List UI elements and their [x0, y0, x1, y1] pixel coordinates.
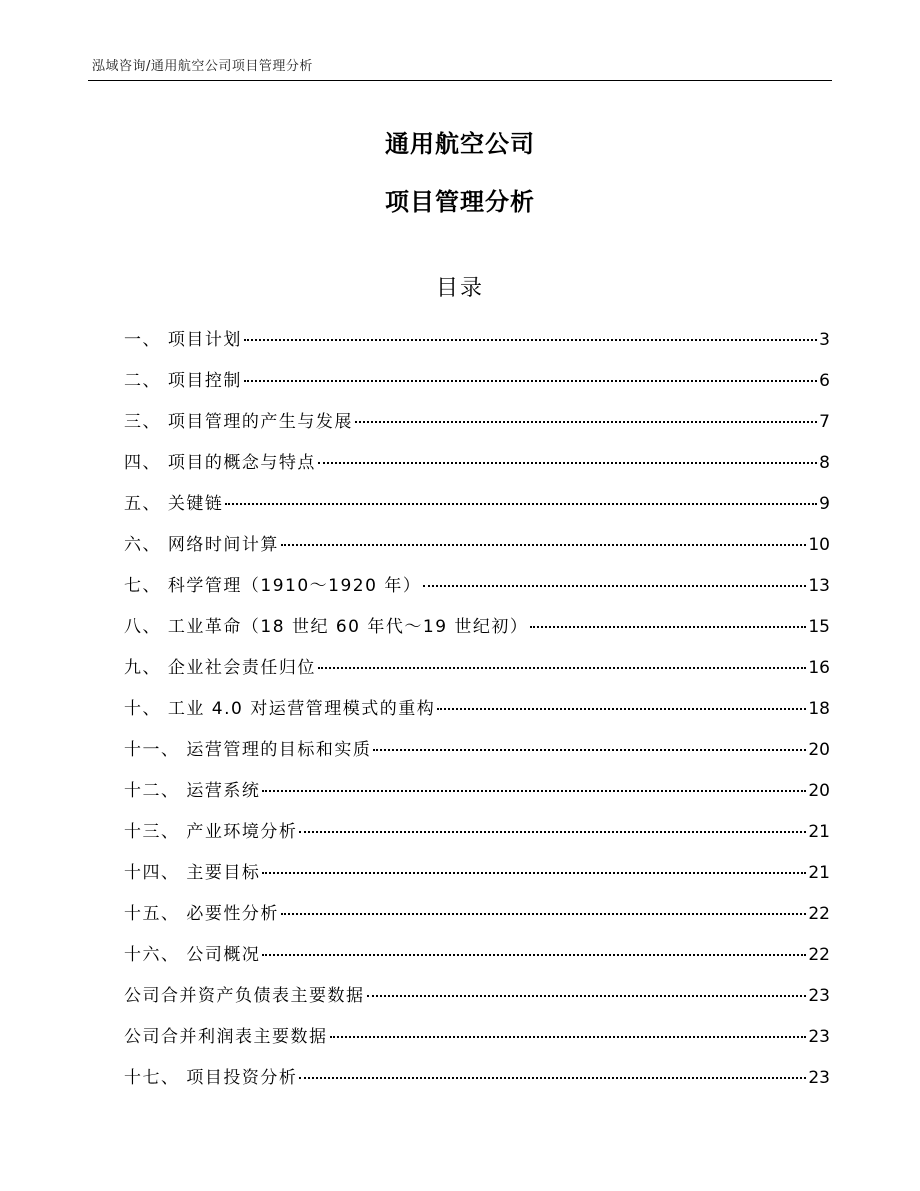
toc-entry[interactable]: [124, 530, 830, 571]
toc-entry-page: 9: [819, 494, 830, 514]
toc-entry-label: 十、 工业 4.0 对运营管理模式的重构: [124, 699, 436, 719]
toc-leader: [423, 585, 806, 587]
toc-entry[interactable]: [124, 407, 830, 448]
toc-leader: [318, 462, 817, 464]
toc-leader: [318, 667, 806, 669]
toc-entry-page: 20: [808, 740, 830, 760]
running-header: 泓域咨询/通用航空公司项目管理分析: [92, 59, 313, 74]
toc-entry[interactable]: [124, 653, 830, 694]
toc-entry[interactable]: [124, 1063, 830, 1104]
toc-entry-label: 五、 关键链: [124, 494, 224, 514]
toc-entry-page: 22: [808, 945, 830, 965]
toc-entry-label: 公司合并利润表主要数据: [124, 1027, 328, 1047]
toc-entry[interactable]: [124, 981, 830, 1022]
toc-entry-label: 十四、 主要目标: [124, 863, 261, 883]
toc-leader: [244, 380, 817, 382]
toc-entry-label: 六、 网络时间计算: [124, 535, 279, 555]
toc-leader: [373, 749, 806, 751]
toc-entry-page: 23: [808, 986, 830, 1006]
toc-leader: [262, 872, 806, 874]
toc-leader: [281, 544, 806, 546]
toc-entry[interactable]: [124, 776, 830, 817]
table-of-contents: [124, 325, 830, 1104]
toc-entry-label: 二、 项目控制: [124, 371, 242, 391]
toc-entry-page: 8: [819, 453, 830, 473]
toc-entry-page: 23: [808, 1027, 830, 1047]
toc-entry[interactable]: [124, 735, 830, 776]
toc-leader: [299, 1077, 806, 1079]
toc-entry-label: 公司合并资产负债表主要数据: [124, 986, 365, 1006]
toc-leader: [367, 995, 807, 997]
toc-entry[interactable]: [124, 1022, 830, 1063]
toc-heading: 目录: [435, 276, 484, 301]
toc-entry-label: 一、 项目计划: [124, 330, 242, 350]
toc-entry-label: 九、 企业社会责任归位: [124, 658, 316, 678]
header-divider: [88, 80, 832, 81]
toc-entry[interactable]: [124, 571, 830, 612]
toc-leader: [355, 421, 817, 423]
toc-leader: [225, 503, 817, 505]
toc-entry[interactable]: [124, 489, 830, 530]
toc-leader: [262, 954, 806, 956]
toc-entry-page: 18: [808, 699, 830, 719]
toc-entry-page: 16: [808, 658, 830, 678]
toc-entry-page: 23: [808, 1068, 830, 1088]
toc-entry[interactable]: [124, 366, 830, 407]
document-subtitle: 项目管理分析: [385, 188, 535, 216]
toc-entry-label: 四、 项目的概念与特点: [124, 453, 316, 473]
toc-leader: [281, 913, 806, 915]
toc-entry-label: 十一、 运营管理的目标和实质: [124, 740, 372, 760]
toc-entry[interactable]: [124, 612, 830, 653]
toc-entry-page: 6: [819, 371, 830, 391]
toc-entry-page: 7: [819, 412, 830, 432]
toc-entry-label: 十六、 公司概况: [124, 945, 261, 965]
toc-entry-page: 21: [808, 822, 830, 842]
toc-leader: [437, 708, 806, 710]
toc-entry-label: 十七、 项目投资分析: [124, 1068, 298, 1088]
toc-entry-label: 八、 工业革命（18 世纪 60 年代～19 世纪初）: [124, 617, 529, 637]
toc-entry-page: 21: [808, 863, 830, 883]
toc-entry-page: 10: [808, 535, 830, 555]
toc-leader: [262, 790, 806, 792]
toc-entry-label: 十三、 产业环境分析: [124, 822, 298, 842]
toc-entry-page: 22: [808, 904, 830, 924]
toc-entry[interactable]: [124, 694, 830, 735]
toc-entry-label: 三、 项目管理的产生与发展: [124, 412, 353, 432]
document-title: 通用航空公司: [385, 130, 535, 158]
toc-entry[interactable]: [124, 448, 830, 489]
toc-entry[interactable]: [124, 858, 830, 899]
toc-entry[interactable]: [124, 817, 830, 858]
toc-entry[interactable]: [124, 940, 830, 981]
toc-leader: [530, 626, 806, 628]
toc-leader: [330, 1036, 807, 1038]
toc-entry[interactable]: [124, 899, 830, 940]
toc-entry-label: 十二、 运营系统: [124, 781, 261, 801]
toc-leader: [244, 339, 817, 341]
toc-entry-page: 15: [808, 617, 830, 637]
toc-leader: [299, 831, 806, 833]
toc-entry-label: 七、 科学管理（1910～1920 年）: [124, 576, 422, 596]
toc-entry-page: 13: [808, 576, 830, 596]
toc-entry-label: 十五、 必要性分析: [124, 904, 279, 924]
toc-entry-page: 3: [819, 330, 830, 350]
toc-entry-page: 20: [808, 781, 830, 801]
toc-entry[interactable]: [124, 325, 830, 366]
